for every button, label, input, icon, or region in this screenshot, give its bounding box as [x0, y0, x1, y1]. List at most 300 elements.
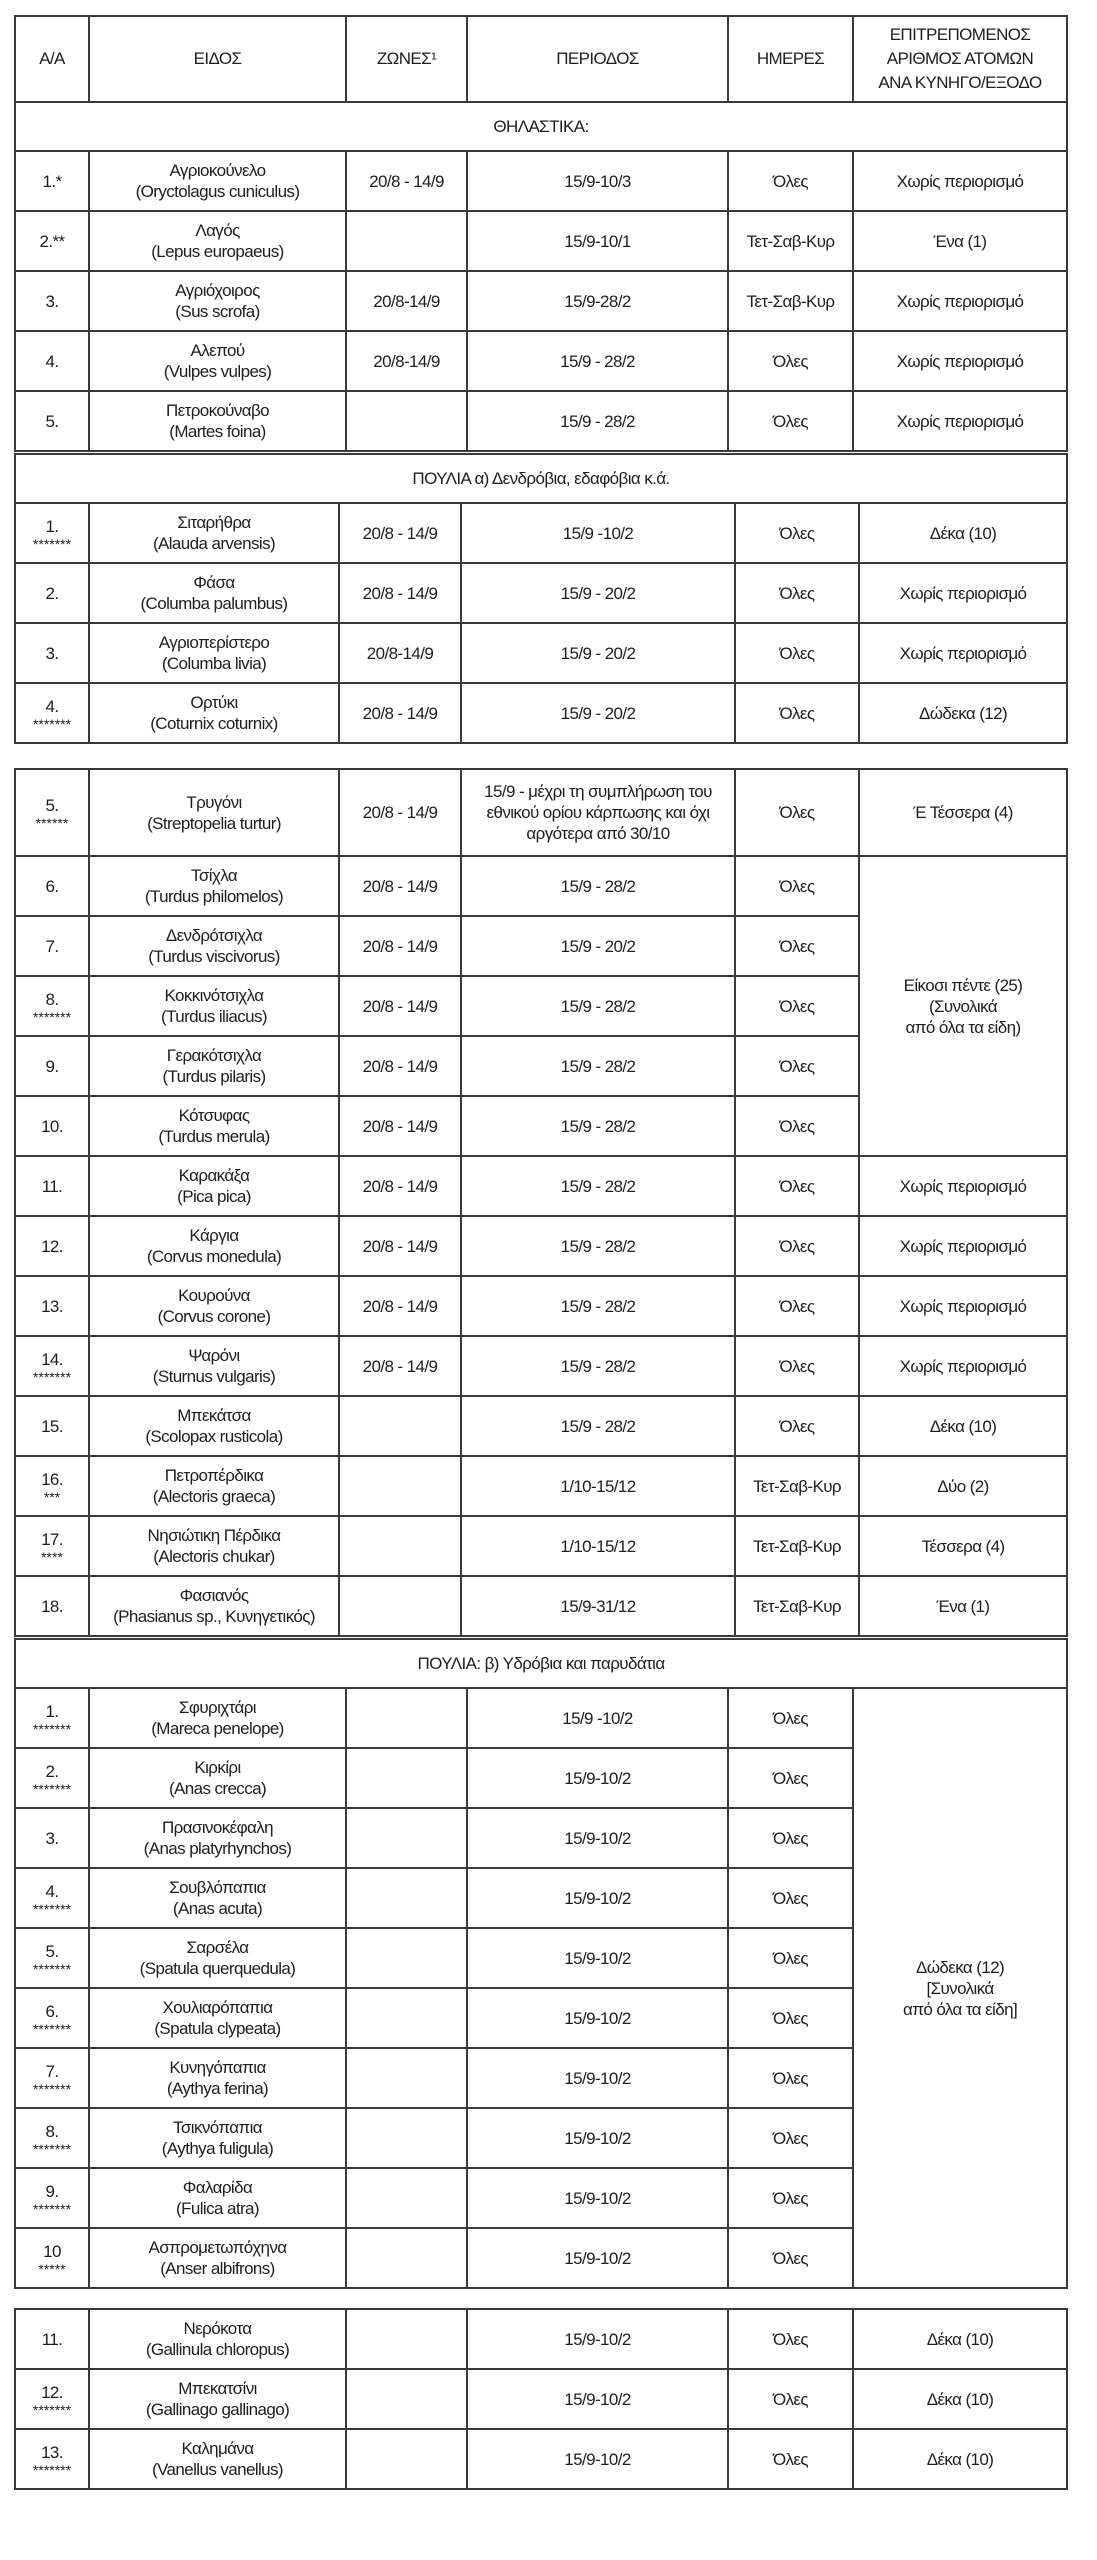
- hunting-table-part-2: [14, 768, 1068, 1637]
- days-cell: Όλες: [728, 2048, 853, 2108]
- footnote-asterisks: ******: [35, 815, 69, 831]
- species-cell: [89, 563, 339, 623]
- period-cell: 15/9 - 28/2: [467, 391, 728, 451]
- table-row: [15, 2369, 1067, 2429]
- species-common-name: Αλεπού: [190, 341, 245, 360]
- duck-group-limit: [853, 1688, 1067, 2288]
- species-latin-name: (Oryctolagus cuniculus): [135, 182, 300, 201]
- mammals-rows: [15, 151, 1067, 451]
- table-row: [15, 503, 1067, 563]
- row-number-text: 5.: [45, 1941, 59, 1961]
- row-number-text: 13.: [41, 2442, 63, 2462]
- species-cell: [89, 769, 339, 856]
- period-cell: 15/9 - 28/2: [461, 1156, 735, 1216]
- table-row: [15, 331, 1067, 391]
- period-cell: 15/9 - 28/2: [461, 976, 735, 1036]
- duck-group-limit-line1: Δώδεκα (12): [915, 1957, 1005, 1977]
- row-number: [15, 916, 89, 976]
- limit-cell: Έ Τέσσερα (4): [859, 769, 1067, 856]
- zones-cell: 20/8 - 14/9: [339, 916, 461, 976]
- table-header-row: [15, 16, 1067, 102]
- row-number: [15, 1216, 89, 1276]
- days-cell: Όλες: [735, 856, 859, 916]
- table-row: [15, 563, 1067, 623]
- limit-cell: Χωρίς περιορισμό: [859, 623, 1067, 683]
- days-cell: Τετ-Σαβ-Κυρ: [728, 271, 853, 331]
- species-cell: [89, 1988, 346, 2048]
- row-number: [15, 976, 89, 1036]
- species-latin-name: (Corvus monedula): [146, 1247, 282, 1266]
- row-number: [15, 1456, 89, 1516]
- row-number: [15, 623, 89, 683]
- zones-cell: 20/8 - 14/9: [339, 503, 461, 563]
- row-number: [15, 1808, 89, 1868]
- header-period: ΠΕΡΙΟΔΟΣ: [467, 16, 728, 102]
- row-number: [15, 563, 89, 623]
- table-row: [15, 2309, 1067, 2369]
- row-number: [15, 1988, 89, 2048]
- species-cell: [89, 1456, 339, 1516]
- section-header-row: [15, 102, 1067, 151]
- zones-cell: 20/8 - 14/9: [339, 1216, 461, 1276]
- species-latin-name: (Alectoris chukar): [153, 1547, 275, 1566]
- zones-cell: [346, 2168, 467, 2228]
- birds-a-rows-part-1: [15, 503, 1067, 743]
- zones-cell: 20/8 - 14/9: [339, 1096, 461, 1156]
- limit-cell: Χωρίς περιορισμό: [853, 391, 1067, 451]
- zones-cell: [346, 1808, 467, 1868]
- footnote-asterisks: *******: [32, 1008, 72, 1025]
- footnote-asterisks: *******: [32, 715, 72, 732]
- zones-cell: 20/8 - 14/9: [339, 1276, 461, 1336]
- species-common-name: Μπεκάτσα: [177, 1406, 251, 1425]
- period-cell: 1/10-15/12: [461, 1516, 735, 1576]
- days-cell: Όλες: [735, 503, 859, 563]
- row-number: [15, 769, 89, 856]
- limit-cell: Δέκα (10): [859, 1396, 1067, 1456]
- species-cell: [89, 331, 346, 391]
- row-number: [15, 683, 89, 743]
- days-cell: Όλες: [735, 1036, 859, 1096]
- row-number-text: 2.**: [39, 231, 65, 251]
- row-number-text: 1.: [45, 516, 59, 536]
- row-number-text: 4.: [45, 1881, 59, 1901]
- table-row: [15, 151, 1067, 211]
- species-common-name: Κότσυφας: [178, 1106, 250, 1125]
- header-aa: Α/Α: [15, 16, 89, 102]
- period-cell: 15/9-10/2: [467, 1868, 728, 1928]
- zones-cell: [346, 1928, 467, 1988]
- footnote-asterisks: *******: [32, 2200, 72, 2217]
- species-cell: [89, 976, 339, 1036]
- row-number-text: 11.: [41, 1176, 63, 1196]
- species-common-name: Γερακότσιχλα: [166, 1046, 262, 1065]
- species-latin-name: (Turdus merula): [158, 1127, 270, 1146]
- section-header-row: [15, 1639, 1067, 1688]
- header-limit: [853, 16, 1067, 102]
- limit-cell: Χωρίς περιορισμό: [853, 271, 1067, 331]
- days-cell: Όλες: [728, 1808, 853, 1868]
- period-cell: 15/9-10/2: [467, 1808, 728, 1868]
- species-cell: [89, 2429, 346, 2489]
- limit-cell: Χωρίς περιορισμό: [859, 1156, 1067, 1216]
- row-number: [15, 1096, 89, 1156]
- row-number: [15, 391, 89, 451]
- zones-cell: [346, 1748, 467, 1808]
- species-common-name: Νησιώτικη Πέρδικα: [147, 1526, 281, 1545]
- period-cell: 15/9-10/2: [467, 1748, 728, 1808]
- days-cell: Τετ-Σαβ-Κυρ: [728, 211, 853, 271]
- period-cell: 15/9-10/2: [467, 2048, 728, 2108]
- species-cell: [89, 1576, 339, 1636]
- species-cell: [89, 1156, 339, 1216]
- row-number-text: 2.: [45, 1761, 59, 1781]
- row-number-text: 16.: [41, 1469, 63, 1489]
- row-number: [15, 1688, 89, 1748]
- period-cell: 15/9-10/1: [467, 211, 728, 271]
- row-number: [15, 2429, 89, 2489]
- days-cell: Τετ-Σαβ-Κυρ: [735, 1576, 859, 1636]
- species-cell: [89, 2048, 346, 2108]
- zones-cell: [346, 391, 467, 451]
- limit-cell: Χωρίς περιορισμό: [859, 1336, 1067, 1396]
- table-row: [15, 683, 1067, 743]
- species-cell: [89, 1688, 346, 1748]
- days-cell: Όλες: [735, 916, 859, 976]
- footnote-asterisks: *****: [38, 2260, 66, 2277]
- species-common-name: Αγριοκούνελο: [169, 161, 266, 180]
- species-latin-name: (Anas platyrhynchos): [143, 1839, 292, 1858]
- species-latin-name: (Aythya ferina): [166, 2079, 269, 2098]
- zones-cell: [346, 2228, 467, 2288]
- row-number: [15, 151, 89, 211]
- hunting-table-part-3: [14, 2308, 1068, 2490]
- species-common-name: Καλημάνα: [181, 2439, 254, 2458]
- footnote-asterisks: ****: [41, 1548, 63, 1565]
- limit-cell: Δέκα (10): [853, 2429, 1067, 2489]
- row-number-text: 17.: [41, 1529, 63, 1549]
- species-latin-name: (Phasianus sp., Κυνηγετικός): [113, 1607, 315, 1626]
- row-number-text: 6.: [45, 2001, 59, 2021]
- row-number-text: 15.: [41, 1416, 63, 1436]
- row-number: [15, 1336, 89, 1396]
- species-latin-name: (Coturnix coturnix): [150, 714, 278, 733]
- zones-cell: 20/8 - 14/9: [339, 856, 461, 916]
- species-latin-name: (Anas crecca): [168, 1779, 267, 1798]
- species-common-name: Πετροπέρδικα: [164, 1466, 264, 1485]
- limit-cell: Δέκα (10): [853, 2309, 1067, 2369]
- zones-cell: [339, 1576, 461, 1636]
- period-cell: 15/9-10/3: [467, 151, 728, 211]
- table-row: [15, 623, 1067, 683]
- species-cell: [89, 1036, 339, 1096]
- row-number: [15, 1036, 89, 1096]
- zones-cell: [346, 1868, 467, 1928]
- limit-cell: Δύο (2): [859, 1456, 1067, 1516]
- species-latin-name: (Lepus europaeus): [151, 242, 284, 261]
- days-cell: Όλες: [728, 2228, 853, 2288]
- species-latin-name: (Anas acuta): [172, 1899, 263, 1918]
- species-common-name: Τρυγόνι: [186, 792, 242, 812]
- species-cell: [89, 1516, 339, 1576]
- row-number: [15, 1576, 89, 1636]
- species-common-name: Ορτύκι: [190, 693, 238, 712]
- species-latin-name: (Aythya fuligula): [161, 2139, 274, 2158]
- species-cell: [89, 856, 339, 916]
- hunting-table-part-2b: [14, 1638, 1068, 2289]
- species-latin-name: (Vulpes vulpes): [163, 362, 272, 381]
- table-row: [15, 2429, 1067, 2489]
- row-number: [15, 331, 89, 391]
- row-number-text: 7.: [45, 2061, 59, 2081]
- table-row: [15, 391, 1067, 451]
- row-number-text: 10: [43, 2241, 61, 2261]
- row-number-text: 5.: [45, 411, 59, 431]
- row-number-text: 5.: [45, 796, 59, 815]
- species-latin-name: (Columba palumbus): [140, 594, 288, 613]
- zones-cell: [346, 2429, 467, 2489]
- species-latin-name: (Sus scrofa): [175, 302, 260, 321]
- table-row: [15, 271, 1067, 331]
- limit-cell: Χωρίς περιορισμό: [859, 1276, 1067, 1336]
- limit-cell: Δώδεκα (12): [859, 683, 1067, 743]
- species-latin-name: (Scolopax rusticola): [145, 1427, 283, 1446]
- species-cell: [89, 2108, 346, 2168]
- days-cell: Όλες: [728, 2369, 853, 2429]
- hunting-table-part-1: [14, 15, 1068, 452]
- species-common-name: Κάργια: [189, 1226, 239, 1245]
- species-common-name: Τσικνόπαπια: [172, 2118, 263, 2137]
- zones-cell: 20/8 - 14/9: [339, 1036, 461, 1096]
- period-cell: 1/10-15/12: [461, 1456, 735, 1516]
- zones-cell: [346, 2309, 467, 2369]
- species-cell: [89, 2369, 346, 2429]
- zones-cell: [346, 2108, 467, 2168]
- species-cell: [89, 623, 339, 683]
- footnote-asterisks: *******: [32, 1900, 72, 1917]
- footnote-asterisks: *******: [32, 2020, 72, 2037]
- period-cell: 15/9 - 28/2: [461, 1276, 735, 1336]
- row-number-text: 18.: [41, 1596, 63, 1616]
- row-number-text: 1.: [45, 1701, 59, 1721]
- days-cell: Όλες: [728, 1688, 853, 1748]
- row-number: [15, 2168, 89, 2228]
- period-cell: 15/9 - 20/2: [461, 916, 735, 976]
- species-cell: [89, 1868, 346, 1928]
- species-cell: [89, 683, 339, 743]
- limit-cell: Χωρίς περιορισμό: [859, 1216, 1067, 1276]
- row-number-text: 8.: [45, 989, 59, 1009]
- days-cell: Όλες: [735, 623, 859, 683]
- row-number: [15, 1156, 89, 1216]
- species-common-name: Λαγός: [195, 221, 240, 240]
- footnote-asterisks: *******: [32, 1720, 72, 1737]
- thrush-group-limit-line2: (Συνολικά: [928, 996, 998, 1016]
- period-cell: 15/9 - 28/2: [461, 1216, 735, 1276]
- row-number-text: 9.: [45, 2181, 59, 2201]
- row-number-text: 12.: [41, 1236, 63, 1256]
- header-limit-line3: ΑΝΑ ΚΥΝΗΓΟ/ΕΞΟΔΟ: [878, 73, 1042, 92]
- table-row: [15, 1396, 1067, 1456]
- limit-cell: Τέσσερα (4): [859, 1516, 1067, 1576]
- species-common-name: Τσίχλα: [190, 866, 238, 885]
- species-cell: [89, 1396, 339, 1456]
- table-row: [15, 1456, 1067, 1516]
- species-common-name: Σαρσέλα: [186, 1938, 249, 1957]
- row-number: [15, 856, 89, 916]
- species-cell: [89, 2228, 346, 2288]
- row-number: [15, 1396, 89, 1456]
- species-latin-name: (Turdus viscivorus): [148, 947, 280, 966]
- period-cell: 15/9 - 20/2: [461, 623, 735, 683]
- section-birds-b-title: ΠΟΥΛΙΑ: β) Υδρόβια και παρυδάτια: [15, 1639, 1067, 1688]
- row-number-text: 3.: [45, 291, 59, 311]
- species-cell: [89, 1336, 339, 1396]
- table-row: [15, 1156, 1067, 1216]
- species-latin-name: (Spatula clypeata): [154, 2019, 281, 2038]
- zones-cell: 20/8 - 14/9: [346, 151, 467, 211]
- footnote-asterisks: *******: [32, 1960, 72, 1977]
- days-cell: Όλες: [728, 2168, 853, 2228]
- species-common-name: Πετροκούναβο: [165, 401, 270, 420]
- species-common-name: Κυνηγόπαπια: [169, 2058, 266, 2077]
- zones-cell: 20/8 - 14/9: [339, 683, 461, 743]
- days-cell: Όλες: [735, 1396, 859, 1456]
- species-cell: [89, 1276, 339, 1336]
- zones-cell: 20/8 - 14/9: [339, 563, 461, 623]
- row-number: [15, 2108, 89, 2168]
- limit-cell: Ένα (1): [853, 211, 1067, 271]
- species-latin-name: (Columba livia): [161, 654, 267, 673]
- period-cell: 15/9-10/2: [467, 2429, 728, 2489]
- row-number-text: 4.: [45, 696, 59, 716]
- zones-cell: [346, 2048, 467, 2108]
- period-cell: 15/9 -10/2: [467, 1688, 728, 1748]
- table-row: [15, 1336, 1067, 1396]
- row-number: [15, 2369, 89, 2429]
- days-cell: Όλες: [728, 1748, 853, 1808]
- days-cell: Όλες: [728, 1868, 853, 1928]
- days-cell: Όλες: [735, 1156, 859, 1216]
- days-cell: Όλες: [728, 2309, 853, 2369]
- species-common-name: Κοκκινότσιχλα: [164, 986, 264, 1005]
- days-cell: Όλες: [728, 391, 853, 451]
- species-latin-name: (Pica pica): [177, 1187, 251, 1206]
- days-cell: Όλες: [728, 151, 853, 211]
- days-cell: Όλες: [728, 331, 853, 391]
- zones-cell: 20/8 - 14/9: [339, 1336, 461, 1396]
- zones-cell: 20/8 - 14/9: [339, 1156, 461, 1216]
- species-common-name: Κιρκίρι: [194, 1758, 241, 1777]
- species-latin-name: (Turdus philomelos): [144, 887, 284, 906]
- zones-cell: 20/8 - 14/9: [339, 976, 461, 1036]
- species-cell: [89, 1216, 339, 1276]
- species-cell: [89, 1808, 346, 1868]
- species-latin-name: (Martes foina): [169, 422, 266, 441]
- table-row: [15, 211, 1067, 271]
- species-latin-name: (Vanellus vanellus): [152, 2460, 283, 2479]
- row-number-text: 11.: [41, 2329, 63, 2349]
- footnote-asterisks: *******: [32, 1368, 72, 1385]
- days-cell: Όλες: [735, 976, 859, 1036]
- species-cell: [89, 503, 339, 563]
- species-common-name: Νερόκοτα: [183, 2319, 252, 2338]
- days-cell: Τετ-Σαβ-Κυρ: [735, 1516, 859, 1576]
- species-common-name: Καρακάξα: [178, 1166, 250, 1185]
- zones-cell: 20/8-14/9: [346, 331, 467, 391]
- row-number: [15, 1928, 89, 1988]
- days-cell: Τετ-Σαβ-Κυρ: [735, 1456, 859, 1516]
- birds-b-rows-part-1: [15, 1688, 1067, 2288]
- limit-cell: Ένα (1): [859, 1576, 1067, 1636]
- species-latin-name: (Turdus pilaris): [162, 1067, 266, 1086]
- birds-a-rows-part-2: [15, 769, 1067, 1636]
- species-common-name: Δενδρότσιχλα: [165, 926, 263, 945]
- table-row: [15, 1576, 1067, 1636]
- species-common-name: Σουβλόπαπια: [169, 1878, 266, 1897]
- species-common-name: Αγριοπερίστερο: [158, 633, 270, 652]
- row-number: [15, 1748, 89, 1808]
- species-common-name: Ασπρομετωπόχηνα: [148, 2238, 287, 2257]
- species-latin-name: (Spatula querquedula): [139, 1959, 296, 1978]
- row-number-text: 7.: [45, 936, 59, 956]
- period-cell: 15/9-31/12: [461, 1576, 735, 1636]
- header-species: ΕΙΔΟΣ: [89, 16, 346, 102]
- days-cell: Όλες: [735, 563, 859, 623]
- period-cell: 15/9-10/2: [467, 2309, 728, 2369]
- period-cell: 15/9-10/2: [467, 2108, 728, 2168]
- species-common-name: Χουλιαρόπαπια: [162, 1998, 273, 2017]
- days-cell: Όλες: [728, 2108, 853, 2168]
- row-number: [15, 1868, 89, 1928]
- period-cell: 15/9-10/2: [467, 2228, 728, 2288]
- species-cell: [89, 151, 346, 211]
- species-cell: [89, 2309, 346, 2369]
- species-common-name: Πρασινοκέφαλη: [161, 1818, 274, 1837]
- species-cell: [89, 211, 346, 271]
- table-row: [15, 1688, 1067, 1748]
- species-latin-name: (Gallinula chloropus): [145, 2340, 290, 2359]
- limit-cell: Χωρίς περιορισμό: [853, 151, 1067, 211]
- days-cell: Όλες: [735, 683, 859, 743]
- days-cell: Όλες: [728, 2429, 853, 2489]
- zones-cell: 20/8-14/9: [339, 623, 461, 683]
- thrush-group-limit: [859, 856, 1067, 1156]
- footnote-asterisks: *******: [32, 2140, 72, 2157]
- zones-cell: [346, 1988, 467, 2048]
- species-latin-name: (Corvus corone): [157, 1307, 271, 1326]
- row-number-text: 13.: [41, 1296, 63, 1316]
- days-cell: Όλες: [735, 1336, 859, 1396]
- days-cell: Όλες: [735, 1216, 859, 1276]
- period-cell: 15/9 - 28/2: [461, 1336, 735, 1396]
- footnote-asterisks: *******: [32, 2080, 72, 2097]
- species-latin-name: (Mareca penelope): [151, 1719, 284, 1738]
- species-common-name: Φαλαρίδα: [182, 2178, 253, 2197]
- limit-cell: Δέκα (10): [853, 2369, 1067, 2429]
- species-latin-name: (Turdus iliacus): [161, 1007, 267, 1026]
- period-cell: 15/9 - 28/2: [467, 331, 728, 391]
- zones-cell: 20/8-14/9: [346, 271, 467, 331]
- zones-cell: [346, 2369, 467, 2429]
- period-cell: 15/9 - 20/2: [461, 563, 735, 623]
- row-number: [15, 1276, 89, 1336]
- footnote-asterisks: *******: [32, 1780, 72, 1797]
- period-cell: 15/9 -10/2: [461, 503, 735, 563]
- species-latin-name: (Gallinago gallinago): [145, 2400, 290, 2419]
- row-number-text: 9.: [45, 1056, 59, 1076]
- period-cell: 15/9 - 28/2: [461, 1096, 735, 1156]
